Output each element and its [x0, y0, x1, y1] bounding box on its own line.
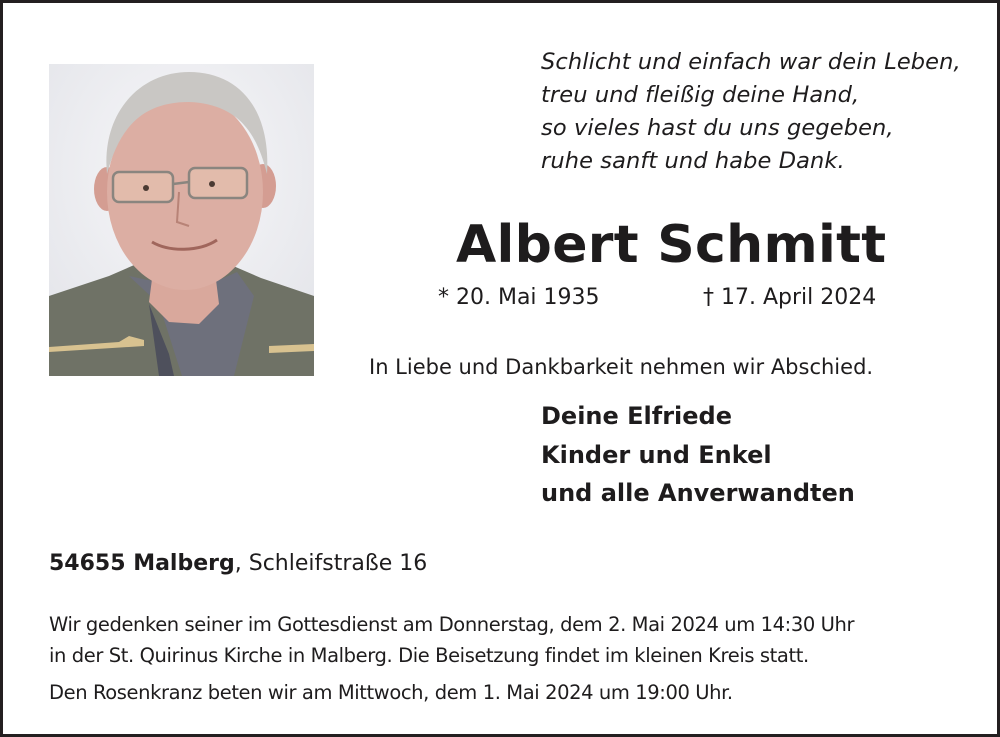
birth-date: * 20. Mai 1935	[438, 285, 600, 310]
mourner: und alle Anverwandten	[541, 479, 855, 507]
mourner: Deine Elfriede	[541, 402, 733, 430]
mourner: Kinder und Enkel	[541, 440, 772, 469]
mourners-list	[541, 397, 855, 513]
poem-line: ruhe sanft und habe Dank.	[541, 148, 845, 174]
street: Schleifstraße 16	[248, 551, 428, 576]
poem-line: so vieles hast du uns gegeben,	[541, 115, 894, 141]
deceased-name: Albert Schmitt	[456, 215, 887, 275]
poem-line: Schlicht und einfach war dein Leben,	[541, 49, 961, 75]
postal-city: 54655 Malberg	[49, 551, 235, 576]
address-separator: ,	[234, 551, 249, 576]
poem-line: treu und fleißig deine Hand,	[541, 82, 860, 108]
rosary-line: Den Rosenkranz beten wir am Mittwoch, dem 1. Mai 2024 um 19:00 Uhr.	[49, 681, 733, 704]
service-line: in der St. Quirinus Kirche in Malberg. Die Beisetzung findet im kleinen Kreis statt.	[49, 644, 809, 667]
farewell-text: In Liebe und Dankbarkeit nehmen wir Abschied.	[369, 355, 874, 379]
family-address	[49, 551, 427, 576]
service-line: Wir gedenken seiner im Gottesdienst am Donnerstag, dem 2. Mai 2024 um 14:30 Uhr	[49, 613, 855, 636]
service-notes	[49, 609, 854, 708]
death-date: † 17. April 2024	[703, 285, 877, 310]
poem-verse	[541, 46, 961, 178]
